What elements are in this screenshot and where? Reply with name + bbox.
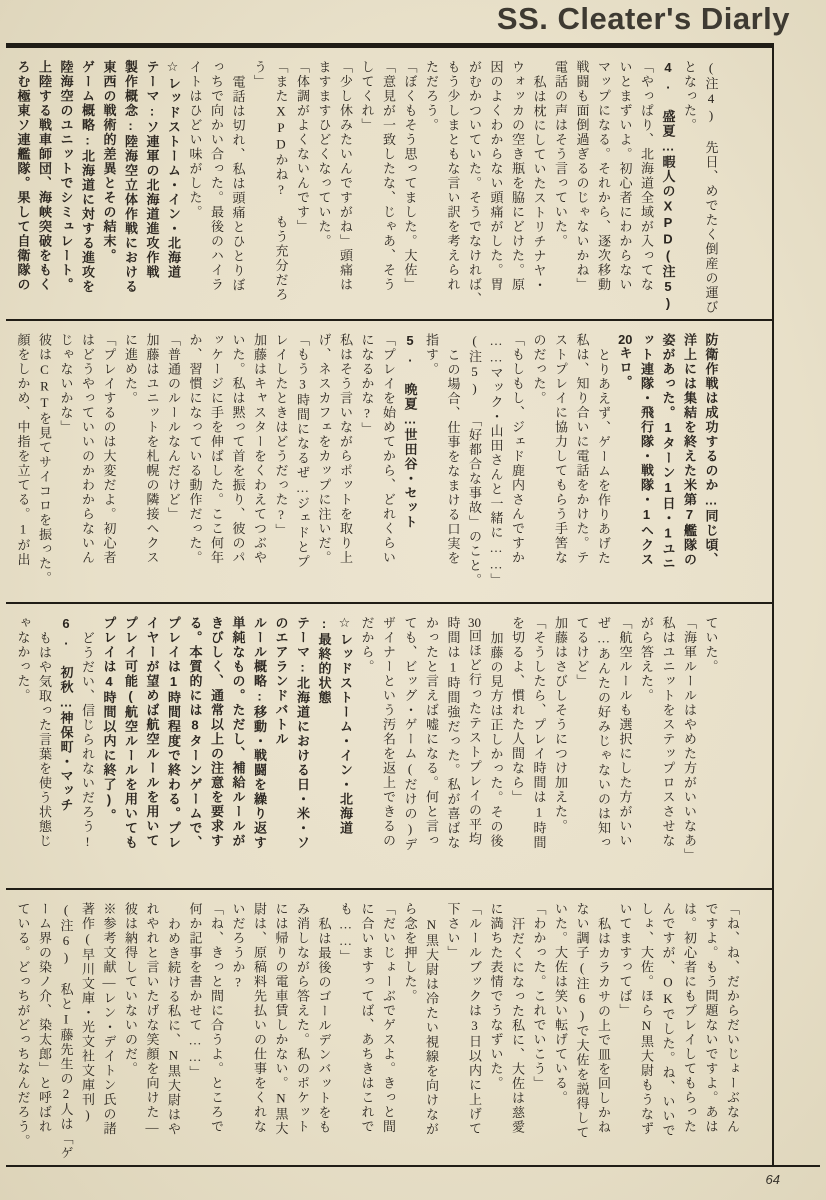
text-column: 電話は切れ、私は頭痛とひとりぼ <box>230 74 246 292</box>
text-column: ても、ビッグ・ゲーム(だけの)デ <box>402 616 418 852</box>
text-column: 「またXPDかね? もう充分だろ <box>273 60 289 302</box>
text-column: はどうやっていいのかわからないん <box>80 333 95 565</box>
text-column: かったと言えば嘘になる。何と言っ <box>424 616 439 848</box>
text-column: 「ルールブックは3日以内に上げて <box>467 902 482 1136</box>
text-column: 「意見が一致したな、じゃあ、そう <box>381 60 396 292</box>
text-column: ウォッカの空き瓶を脇にどけた。原 <box>510 60 525 292</box>
text-column: は。初心者にもプレイしてもらった <box>682 902 697 1134</box>
text-column: 20キロ。 <box>617 333 633 390</box>
vertical-text-columns <box>6 890 751 1165</box>
text-column: ゲーム概略:北海道に対する進攻を <box>80 60 95 294</box>
page-title: SS. Cleater's Diarly <box>496 1 790 36</box>
text-column: 防衛作戦は成功するのか…同じ頃、 <box>703 333 719 567</box>
text-column: いた。私は黙って首を振り、彼のパ <box>230 333 246 565</box>
text-column: ※参考文献―レン・デイトン氏の諸 <box>101 902 117 1136</box>
text-column: 単純なもの。ただし、補給ルールが <box>230 616 246 848</box>
text-column: 加藤はキャスターをくわえてつぶや <box>252 333 267 565</box>
text-column: 尉は、原稿料先払いの仕事をくれな <box>252 902 267 1134</box>
text-column: 「もしもし、ジェド鹿内さんですか <box>510 333 525 565</box>
text-column: 何か記事を書かせて……」 <box>187 902 203 1080</box>
text-column: 「少し休みたいんですがね」頭痛は <box>338 60 353 292</box>
text-column: がむかついていた。そうでなければ、 <box>467 60 482 307</box>
text-column: げ、ネスカフェをカップに注いだ。 <box>316 333 332 565</box>
section-midsummer <box>6 48 772 319</box>
text-column: 5. 晩夏…世田谷・セット <box>402 333 418 530</box>
text-column: んですが、OKでした。ね、いいで <box>660 902 676 1138</box>
text-column: れやれと言いたげな笑顔を向けた― <box>144 902 160 1136</box>
section-early-autumn <box>6 604 772 888</box>
text-column: 「もう3時間になるぜ…ジェドとプ <box>295 333 310 569</box>
text-column: も……」 <box>338 902 353 964</box>
text-column: 「普通のルールなんだけど」 <box>166 333 181 522</box>
text-column: 私は枕にしていたストリチナヤ・ <box>531 74 547 292</box>
text-column: ザイナーという汚名を返上できるの <box>381 616 396 848</box>
right-border-rule <box>772 43 774 1167</box>
text-column: いてますってば」 <box>617 902 633 1018</box>
text-column: 「プレイするのは大変だよ。初心者 <box>101 333 117 565</box>
text-column: に進めた。 <box>123 333 138 406</box>
text-column: う」 <box>252 60 267 89</box>
text-column: ている。どっちがどっちなんだろう。 <box>15 902 31 1149</box>
text-column: イトはひどい味がした。 <box>187 60 203 220</box>
text-column: テーマ:ソ連軍の北海道進攻作戦 <box>144 60 160 280</box>
text-column: てるけど」 <box>574 616 590 689</box>
text-column: 私は最後のゴールデンバットをも <box>316 916 332 1134</box>
text-column: じゃないかな」 <box>58 333 74 435</box>
text-column: 「やっぱり、北海道全域が入ってな <box>639 60 654 292</box>
text-column: ただろう。 <box>424 60 439 133</box>
vertical-text-columns <box>6 604 730 888</box>
text-column: 「ね、ね、だからだいじょーぶなん <box>725 902 740 1134</box>
section-late-summer <box>6 321 772 602</box>
text-column: 私は、知り合いに電話をかけた。テ <box>574 333 590 565</box>
text-column: 彼は納得していないのだ。 <box>123 902 138 1076</box>
text-column: 上陸する戦車師団、海峡突破をもく <box>37 60 52 292</box>
text-column: ☆レッドストーム・イン・北海道 <box>166 60 181 280</box>
text-column: ストプレイに協力してもらう手筈な <box>553 333 568 565</box>
text-column: いとまずいよ。初心者にわからない <box>617 60 633 292</box>
text-column: ろむ極東ソ連艦隊。果して自衛隊の <box>15 60 31 292</box>
text-column: ていた。 <box>703 616 719 674</box>
text-column: もう少しまともな言い訳を考えられ <box>445 60 461 292</box>
text-column: 6. 初秋…神保町・マッチ <box>58 616 74 813</box>
footer-divider <box>6 1165 820 1167</box>
text-column: ーム界の染ノ介、染太郎」と呼ばれ <box>37 902 52 1134</box>
section-finale <box>6 890 772 1165</box>
text-column: 「ぼくもそう思ってました。大佐」 <box>402 60 418 292</box>
text-column: 私はユニットをステップロスさせな <box>660 616 676 848</box>
text-column: ら念を押した。 <box>402 902 418 1004</box>
text-column: か、習慣になっている動作だった。 <box>187 333 203 565</box>
text-column: この場合、仕事をなまける口実を <box>445 347 461 565</box>
text-column: ますますひどくなっていた。 <box>316 60 332 249</box>
page-number: 64 <box>765 1172 780 1187</box>
text-column: 「だいじょーぶでゲスよ。きっと間 <box>381 902 396 1134</box>
text-column: 「わかった。これでいこう」 <box>531 902 547 1091</box>
text-column: がら答えた。 <box>639 616 654 703</box>
text-column: になるかな?」 <box>359 333 375 437</box>
text-column: っちで向かい合った。最後のハイラ <box>209 60 224 292</box>
text-column: (注6) 私とI藤先生の2人は「ゲ <box>58 902 74 1161</box>
text-column: のエアランドバトル <box>273 616 289 747</box>
text-column: きびしく、通常以上の注意を要求す <box>209 616 224 848</box>
text-column: 因のよくわからない頭痛がした。胃 <box>488 60 504 292</box>
text-column: テーマ:北海道における日・米・ソ <box>295 616 310 850</box>
text-column: 彼はCRTを見てサイコロを振った。 <box>37 333 52 586</box>
text-column: プレイは4時間以内に終了)。 <box>101 616 117 823</box>
text-column: 「体調がよくないんです」 <box>295 60 310 234</box>
text-column: 4. 盛夏…暇人のXPD(注5) <box>660 60 676 312</box>
text-column: を切るよ、慣れた人間なら」 <box>510 616 525 805</box>
text-column: ッケージに手を伸ばした。ここ何年 <box>209 333 224 565</box>
text-column: もはや気取った言葉を使う状態じ <box>37 630 52 848</box>
text-column: 洋上には集結を終えた米第7艦隊の <box>682 333 697 567</box>
text-column: ……マック・山田さんと一緒に……」 <box>488 333 504 588</box>
text-column: 加藤の見方は正しかった。その後 <box>488 630 504 848</box>
text-column: には帰りの電車賃しかない。N黒大 <box>273 902 289 1136</box>
text-column: に合いますってば、あちきはこれで <box>359 902 375 1134</box>
text-column: 東西の戦術的差異とその結末。 <box>101 60 117 263</box>
text-column: ない調子(注6)で大佐を説得して <box>574 902 590 1140</box>
text-column: (注4) 先日、めでたく倒産の運び <box>703 60 719 315</box>
text-column: 下さい」 <box>445 902 461 960</box>
text-column: 汗だくになった私に、大佐は慈愛 <box>510 916 525 1134</box>
text-column: 顔をしかめ、中指を立てる。1が出 <box>15 333 31 567</box>
text-column: に満ちた表情でうなずいた。 <box>488 902 504 1091</box>
text-column: のだった。 <box>531 333 547 406</box>
text-column: プレイ可能(航空ルールを用いても <box>123 616 138 850</box>
text-column: となった。 <box>682 60 697 133</box>
text-column: 陸海空のユニットでシミュレート。 <box>58 60 74 292</box>
text-column: ☆レッドストーム・イン・北海道 <box>338 616 353 836</box>
text-column: 「プレイを始めてから、どれくらい <box>381 333 396 565</box>
text-column: 私はカラカサの上で皿を回しかね <box>596 916 611 1134</box>
text-column: ルール概略:移動・戦闘を繰り返す <box>252 616 267 850</box>
text-column: ですよ。もう問題ないですよ。あは <box>703 902 719 1134</box>
vertical-text-columns <box>6 48 730 319</box>
text-column: 加藤はユニットを札幌の隣接ヘクス <box>144 333 160 565</box>
text-column: ゃなかった。 <box>15 616 31 703</box>
text-column: イヤーが望めば航空ルールを用いて <box>144 616 160 848</box>
text-column: ット連隊・飛行隊・戦隊・1ヘクス <box>639 333 654 567</box>
text-column: 加藤はさびしそうにつけ加えた。 <box>553 616 568 834</box>
text-column: 戦闘も面倒過ぎるのじゃないかね」 <box>574 60 590 292</box>
text-column: とりあえず、ゲームを作りあげた <box>596 347 611 565</box>
text-column: レイしたときはどうだった?」 <box>273 333 289 538</box>
text-column: いた。大佐は笑い転げている。 <box>553 902 568 1105</box>
text-column: 30回ほど行ったテストプレイの平均 <box>467 616 482 847</box>
text-column: み消しながら答えた。私のポケット <box>295 902 310 1134</box>
text-column: :最終的状態 <box>316 616 332 705</box>
text-column: わめき続ける私に、N黒大尉はや <box>166 916 181 1136</box>
text-column: ぜ…あんたの好みじゃないのは知っ <box>596 616 611 850</box>
text-column: 時間は1時間強だった。私が喜ばな <box>445 616 461 850</box>
text-column: 「ね、きっと間に合うよ。ところで <box>209 902 224 1134</box>
text-column: いだろうか? <box>230 902 246 991</box>
text-column: 「海軍ルールはやめた方がいいなあ」 <box>682 616 697 863</box>
text-column: マップになる。それから、逐次移動 <box>596 60 611 292</box>
vertical-text-columns <box>6 321 730 602</box>
text-column: 「そうしたら、プレイ時間は1時間 <box>531 616 547 850</box>
text-column: 指す。 <box>424 333 439 377</box>
text-column: 著作(早川文庫・光文社文庫刊) <box>80 902 95 1124</box>
text-column: プレイは1時間程度で終わる。プレ <box>166 616 181 850</box>
text-column: だから。 <box>359 616 375 674</box>
text-column: 電話の声はそう言っていた。 <box>553 60 568 249</box>
text-column: 「航空ルールも選択にした方がいい <box>617 616 633 848</box>
text-column: しょ、大佐。ほらN黒大尉もうなず <box>639 902 654 1136</box>
text-column: してくれ」 <box>359 60 375 133</box>
text-column: る。本質的には8ターンゲームで、 <box>187 616 203 850</box>
text-column: 私はそう言いながらポットを取り上 <box>338 333 353 565</box>
text-column: 製作概念:陸海空立体作戦における <box>123 60 138 294</box>
text-column: 姿があった。1ターン1日・1ユニ <box>660 333 676 571</box>
text-column: N黒大尉は冷たい視線を向けなが <box>424 916 439 1136</box>
text-column: どうだい、信じられないだろう! <box>80 630 95 850</box>
text-column: (注5) 「好都合な事故」のこと。 <box>467 333 482 588</box>
